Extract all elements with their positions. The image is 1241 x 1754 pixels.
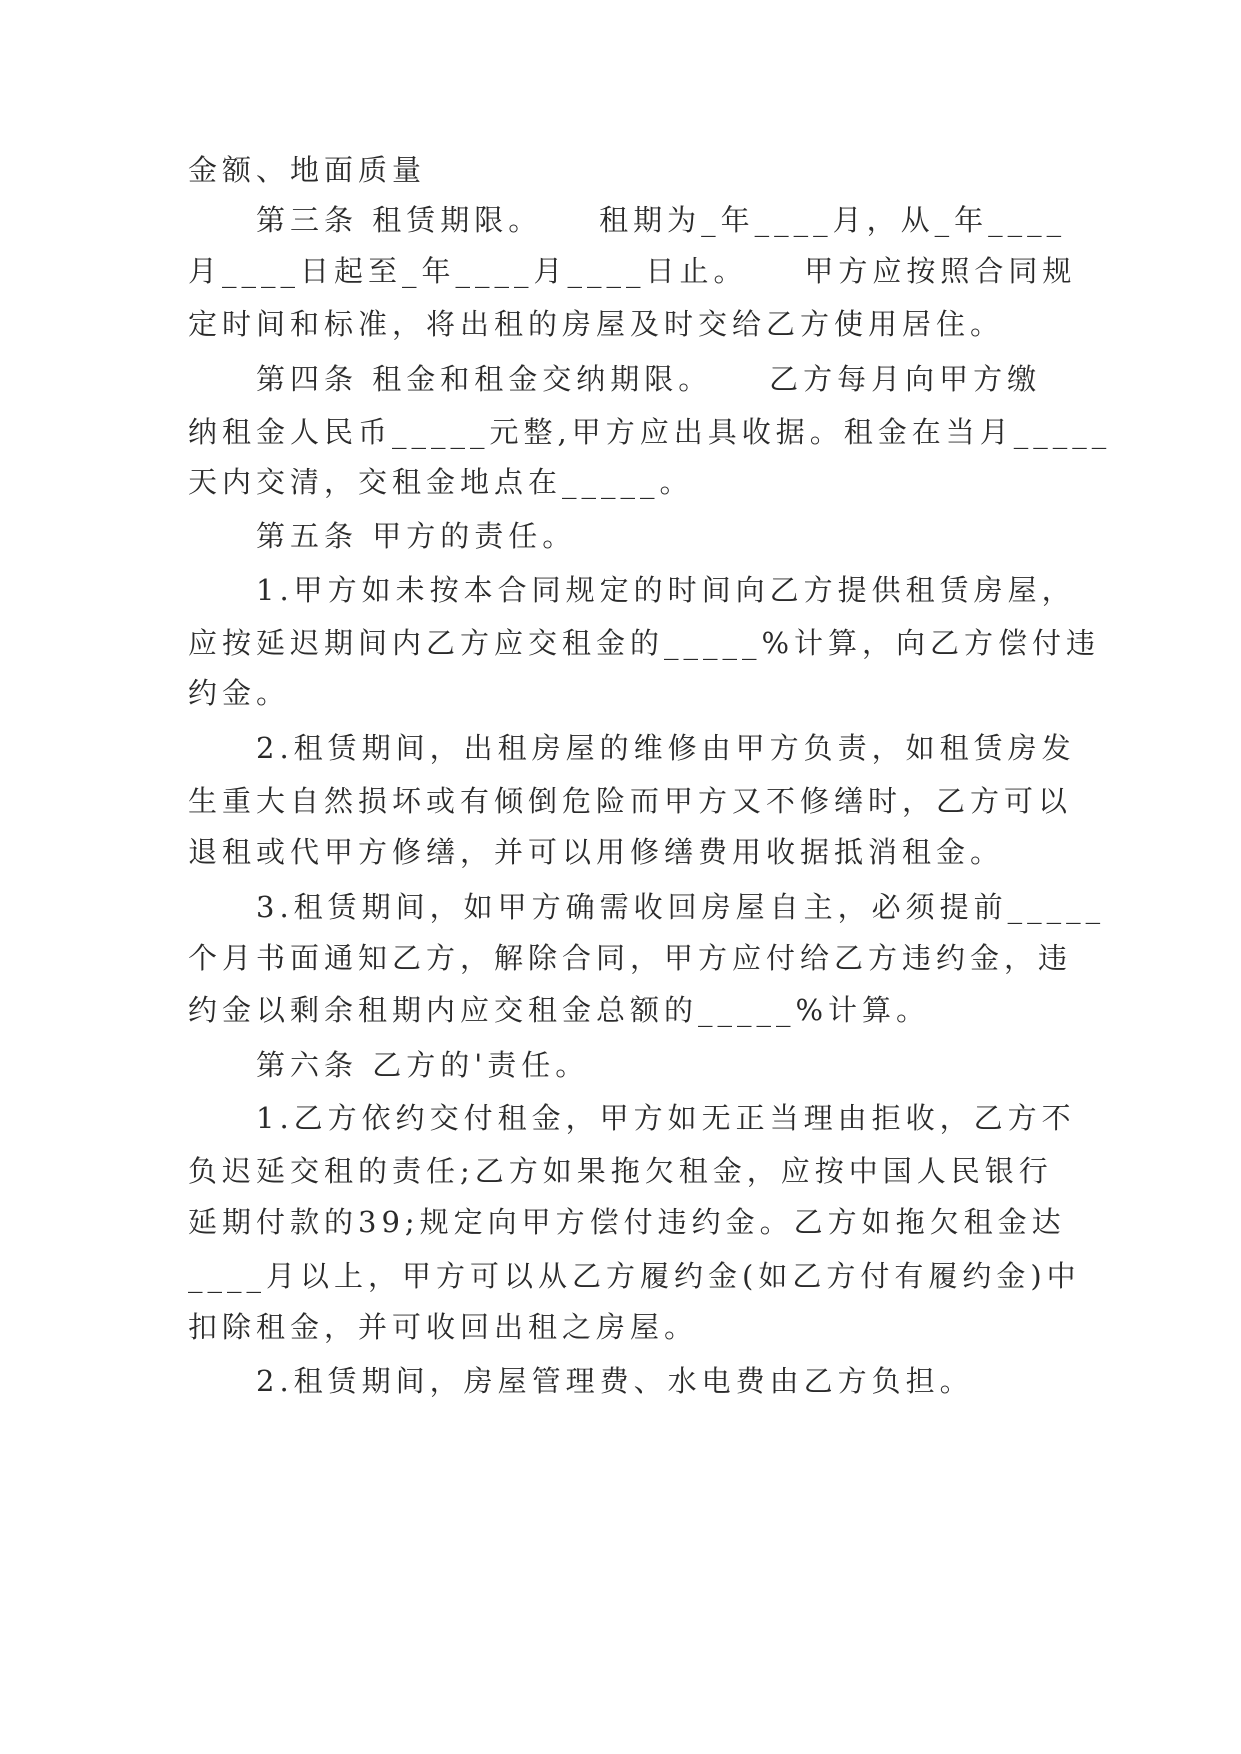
text-line: 第四条 租金和租金交纳期限。 乙方每月向甲方缴 xyxy=(256,362,1042,396)
text-line: 退租或代甲方修缮，并可以用修缮费用收据抵消租金。 xyxy=(188,835,1005,869)
text-line: 约金以剩余租期内应交租金总额的_____%计算。 xyxy=(188,993,931,1027)
text-line: 约金。 xyxy=(188,676,291,710)
text-line: 负迟延交租的责任;乙方如果拖欠租金，应按中国人民银行 xyxy=(188,1154,1053,1188)
text-line: 月____日起至_年____月____日止。 甲方应按照合同规 xyxy=(188,254,1077,288)
text-line: 第六条 乙方的'责任。 xyxy=(256,1048,590,1082)
text-line: 第五条 甲方的责任。 xyxy=(256,519,577,553)
text-line: 纳租金人民币_____元整,甲方应出具收据。租金在当月_____ xyxy=(188,415,1112,449)
text-line: 金额、地面质量 xyxy=(188,153,427,187)
text-line: 3.租赁期间，如甲方确需收回房屋自主，必须提前_____ xyxy=(256,890,1106,924)
text-line: 个月书面通知乙方，解除合同，甲方应付给乙方违约金，违 xyxy=(188,941,1073,975)
text-line: 第三条 租赁期限。 租期为_年____月，从_年____ xyxy=(256,203,1067,237)
text-line: 生重大自然损坏或有倾倒危险而甲方又不修缮时，乙方可以 xyxy=(188,784,1073,818)
text-line: 天内交清，交租金地点在_____。 xyxy=(188,465,694,499)
text-line: 应按延迟期间内乙方应交租金的_____%计算，向乙方偿付违 xyxy=(188,626,1101,660)
text-line: 1.甲方如未按本合同规定的时间向乙方提供租赁房屋， xyxy=(256,573,1076,607)
text-line: 2.租赁期间，出租房屋的维修由甲方负责，如租赁房发 xyxy=(256,731,1076,765)
text-line: ____月以上，甲方可以从乙方履约金(如乙方付有履约金)中 xyxy=(188,1259,1081,1293)
text-line: 定时间和标准，将出租的房屋及时交给乙方使用居住。 xyxy=(188,307,1005,341)
text-line: 扣除租金，并可收回出租之房屋。 xyxy=(188,1310,699,1344)
text-line: 延期付款的39;规定向甲方偿付违约金。乙方如拖欠租金达 xyxy=(188,1205,1066,1239)
text-line: 1.乙方依约交付租金，甲方如无正当理由拒收，乙方不 xyxy=(256,1101,1076,1135)
text-line: 2.租赁期间，房屋管理费、水电费由乙方负担。 xyxy=(256,1364,974,1398)
